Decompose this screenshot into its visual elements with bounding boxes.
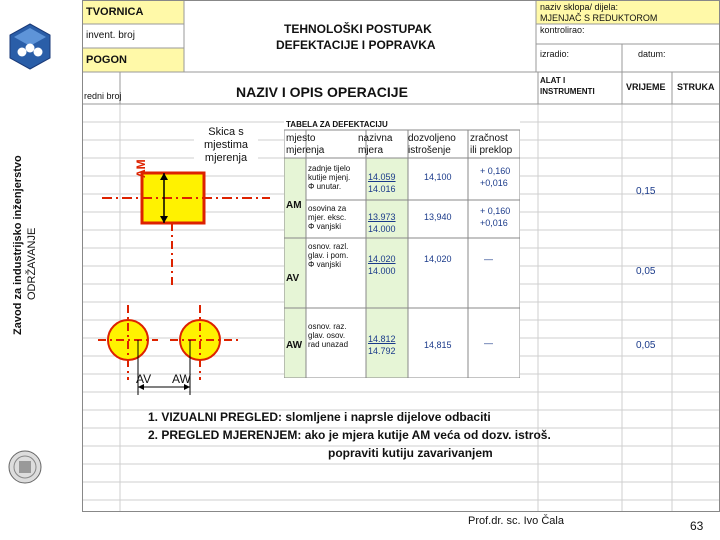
place-header-l2: mjerenja xyxy=(286,145,325,156)
instruction-line2: 2. PREGLED MJERENJEM: ako je mjera kutije AM veća od dozv. istroš. xyxy=(148,428,551,442)
row-am-desc1-l1: zadnje tijelo xyxy=(308,164,351,173)
measurement-sketch xyxy=(94,165,284,395)
row-aw-nom: 14.812 xyxy=(368,334,396,344)
row-aw-allowed: 14,815 xyxy=(424,340,452,350)
nominal-header-l1: nazivna xyxy=(358,133,393,144)
row-av-allowed: 14,020 xyxy=(424,254,452,264)
row-am-nom1: 14.059 xyxy=(368,172,396,182)
operation-header: NAZIV I OPIS OPERACIJE xyxy=(236,84,408,100)
order-no-header: redni broj xyxy=(84,91,122,101)
row-am-desc2-l2: mjer. eksc. xyxy=(308,213,347,222)
instruction-line3: popraviti kutiju zavarivanjem xyxy=(328,446,493,460)
document-title-line2: DEFEKTACIJE I POPRAVKA xyxy=(276,38,436,52)
allowed-header-l2: istrošenje xyxy=(408,145,451,156)
document-title-line1: TEHNOLOŠKI POSTUPAK xyxy=(284,22,432,36)
row-aw-desc-l3: rad unazad xyxy=(308,340,349,349)
row-am-desc2-l1: osovina za xyxy=(308,204,347,213)
time-aw: 0,05 xyxy=(636,340,656,351)
row-aw-desc xyxy=(308,322,348,349)
row-am-clear2a: + 0,160 xyxy=(480,206,511,216)
row-aw-code: AW xyxy=(286,340,303,351)
row-am-clear1b: +0,016 xyxy=(480,178,508,188)
row-aw-desc-l1: osnov. raz. xyxy=(308,322,347,331)
clearance-header-l1: zračnost xyxy=(470,133,508,144)
am-sketch-label: AM xyxy=(134,159,148,178)
row-av-desc xyxy=(308,242,348,269)
row-av-nom: 14.020 xyxy=(368,254,396,264)
time-am: 0,15 xyxy=(636,186,656,197)
institute-name: Zavod za industrijsko inženjerstvo xyxy=(12,155,24,335)
nominal-header-l2: mjera xyxy=(358,145,384,156)
assembly-value: MJENJAČ S REDUKTOROM xyxy=(540,13,658,23)
row-av-code: AV xyxy=(286,273,300,284)
allowed-header-l1: dozvoljeno xyxy=(408,133,456,144)
row-am-desc1-l3: Φ unutar. xyxy=(308,182,342,191)
row-aw-nomb: 14.792 xyxy=(368,346,396,356)
department-name: ODRŽAVANJE xyxy=(26,227,38,300)
row-aw-desc-l2: glav. osov. xyxy=(308,331,346,340)
time-header: VRIJEME xyxy=(626,82,666,92)
row-am-clear2b: +0,016 xyxy=(480,218,508,228)
sketch-caption-line2: mjestima xyxy=(203,139,248,151)
row-am-allowed2: 13,940 xyxy=(424,212,452,222)
row-am-nom2b: 14.000 xyxy=(368,224,396,234)
row-am-desc2-l3: Φ vanjski xyxy=(308,222,342,231)
row-am-code: AM xyxy=(286,200,302,211)
row-av-desc-l3: Φ vanjski xyxy=(308,260,342,269)
row-am-allowed1: 14,100 xyxy=(424,172,452,182)
date-label: datum: xyxy=(638,49,666,59)
time-av: 0,05 xyxy=(636,266,656,277)
assembly-label: naziv sklopa/ dijela: xyxy=(540,2,619,12)
page-number: 63 xyxy=(690,519,704,533)
row-av-nomb: 14.000 xyxy=(368,266,396,276)
controlled-label: kontrolirao: xyxy=(540,25,585,35)
clearance-header-l2: ili preklop xyxy=(470,145,513,156)
defect-table-title: TABELA ZA DEFEKTACIJU xyxy=(286,120,388,129)
place-header-l1: mjesto xyxy=(286,133,316,144)
sketch-caption-line3: mjerenja xyxy=(204,152,248,164)
row-am-nom1b: 14.016 xyxy=(368,184,396,194)
sketch-caption xyxy=(194,126,258,170)
author-credit: Prof.dr. sc. Ivo Čala xyxy=(468,515,564,527)
sidebar xyxy=(0,0,80,540)
tools-header-line2: INSTRUMENTI xyxy=(540,87,595,96)
instruction-line1: 1. VIZUALNI PREGLED: slomljene i naprsle dijelove odbaciti xyxy=(148,410,491,424)
company-label: TVORNICA xyxy=(86,6,144,18)
university-seal xyxy=(8,450,42,484)
made-by-label: izradio: xyxy=(540,49,570,59)
row-am-desc2 xyxy=(308,204,346,231)
aw-sketch-label: AW xyxy=(172,372,191,386)
row-av-desc-l1: osnov. razl. xyxy=(308,242,349,251)
defect-table xyxy=(284,120,520,378)
tools-header-line1: ALAT I xyxy=(540,76,566,85)
row-aw-clear: — xyxy=(484,338,493,348)
av-sketch-label: AV xyxy=(136,372,152,386)
row-am-nom2: 13.973 xyxy=(368,212,396,222)
plant-label: POGON xyxy=(86,54,127,66)
row-am-desc1-l2: kutije mjenj. xyxy=(308,173,351,182)
row-av-clear: — xyxy=(484,254,493,264)
row-av-desc-l2: glav. i pom. xyxy=(308,251,349,260)
inventory-label: invent. broj xyxy=(86,30,135,41)
profession-header: STRUKA xyxy=(677,82,715,92)
institute-logo xyxy=(8,22,52,70)
row-am-clear1a: + 0,160 xyxy=(480,166,511,176)
row-am-desc1 xyxy=(308,164,350,191)
sketch-caption-line1: Skica s xyxy=(208,126,244,138)
